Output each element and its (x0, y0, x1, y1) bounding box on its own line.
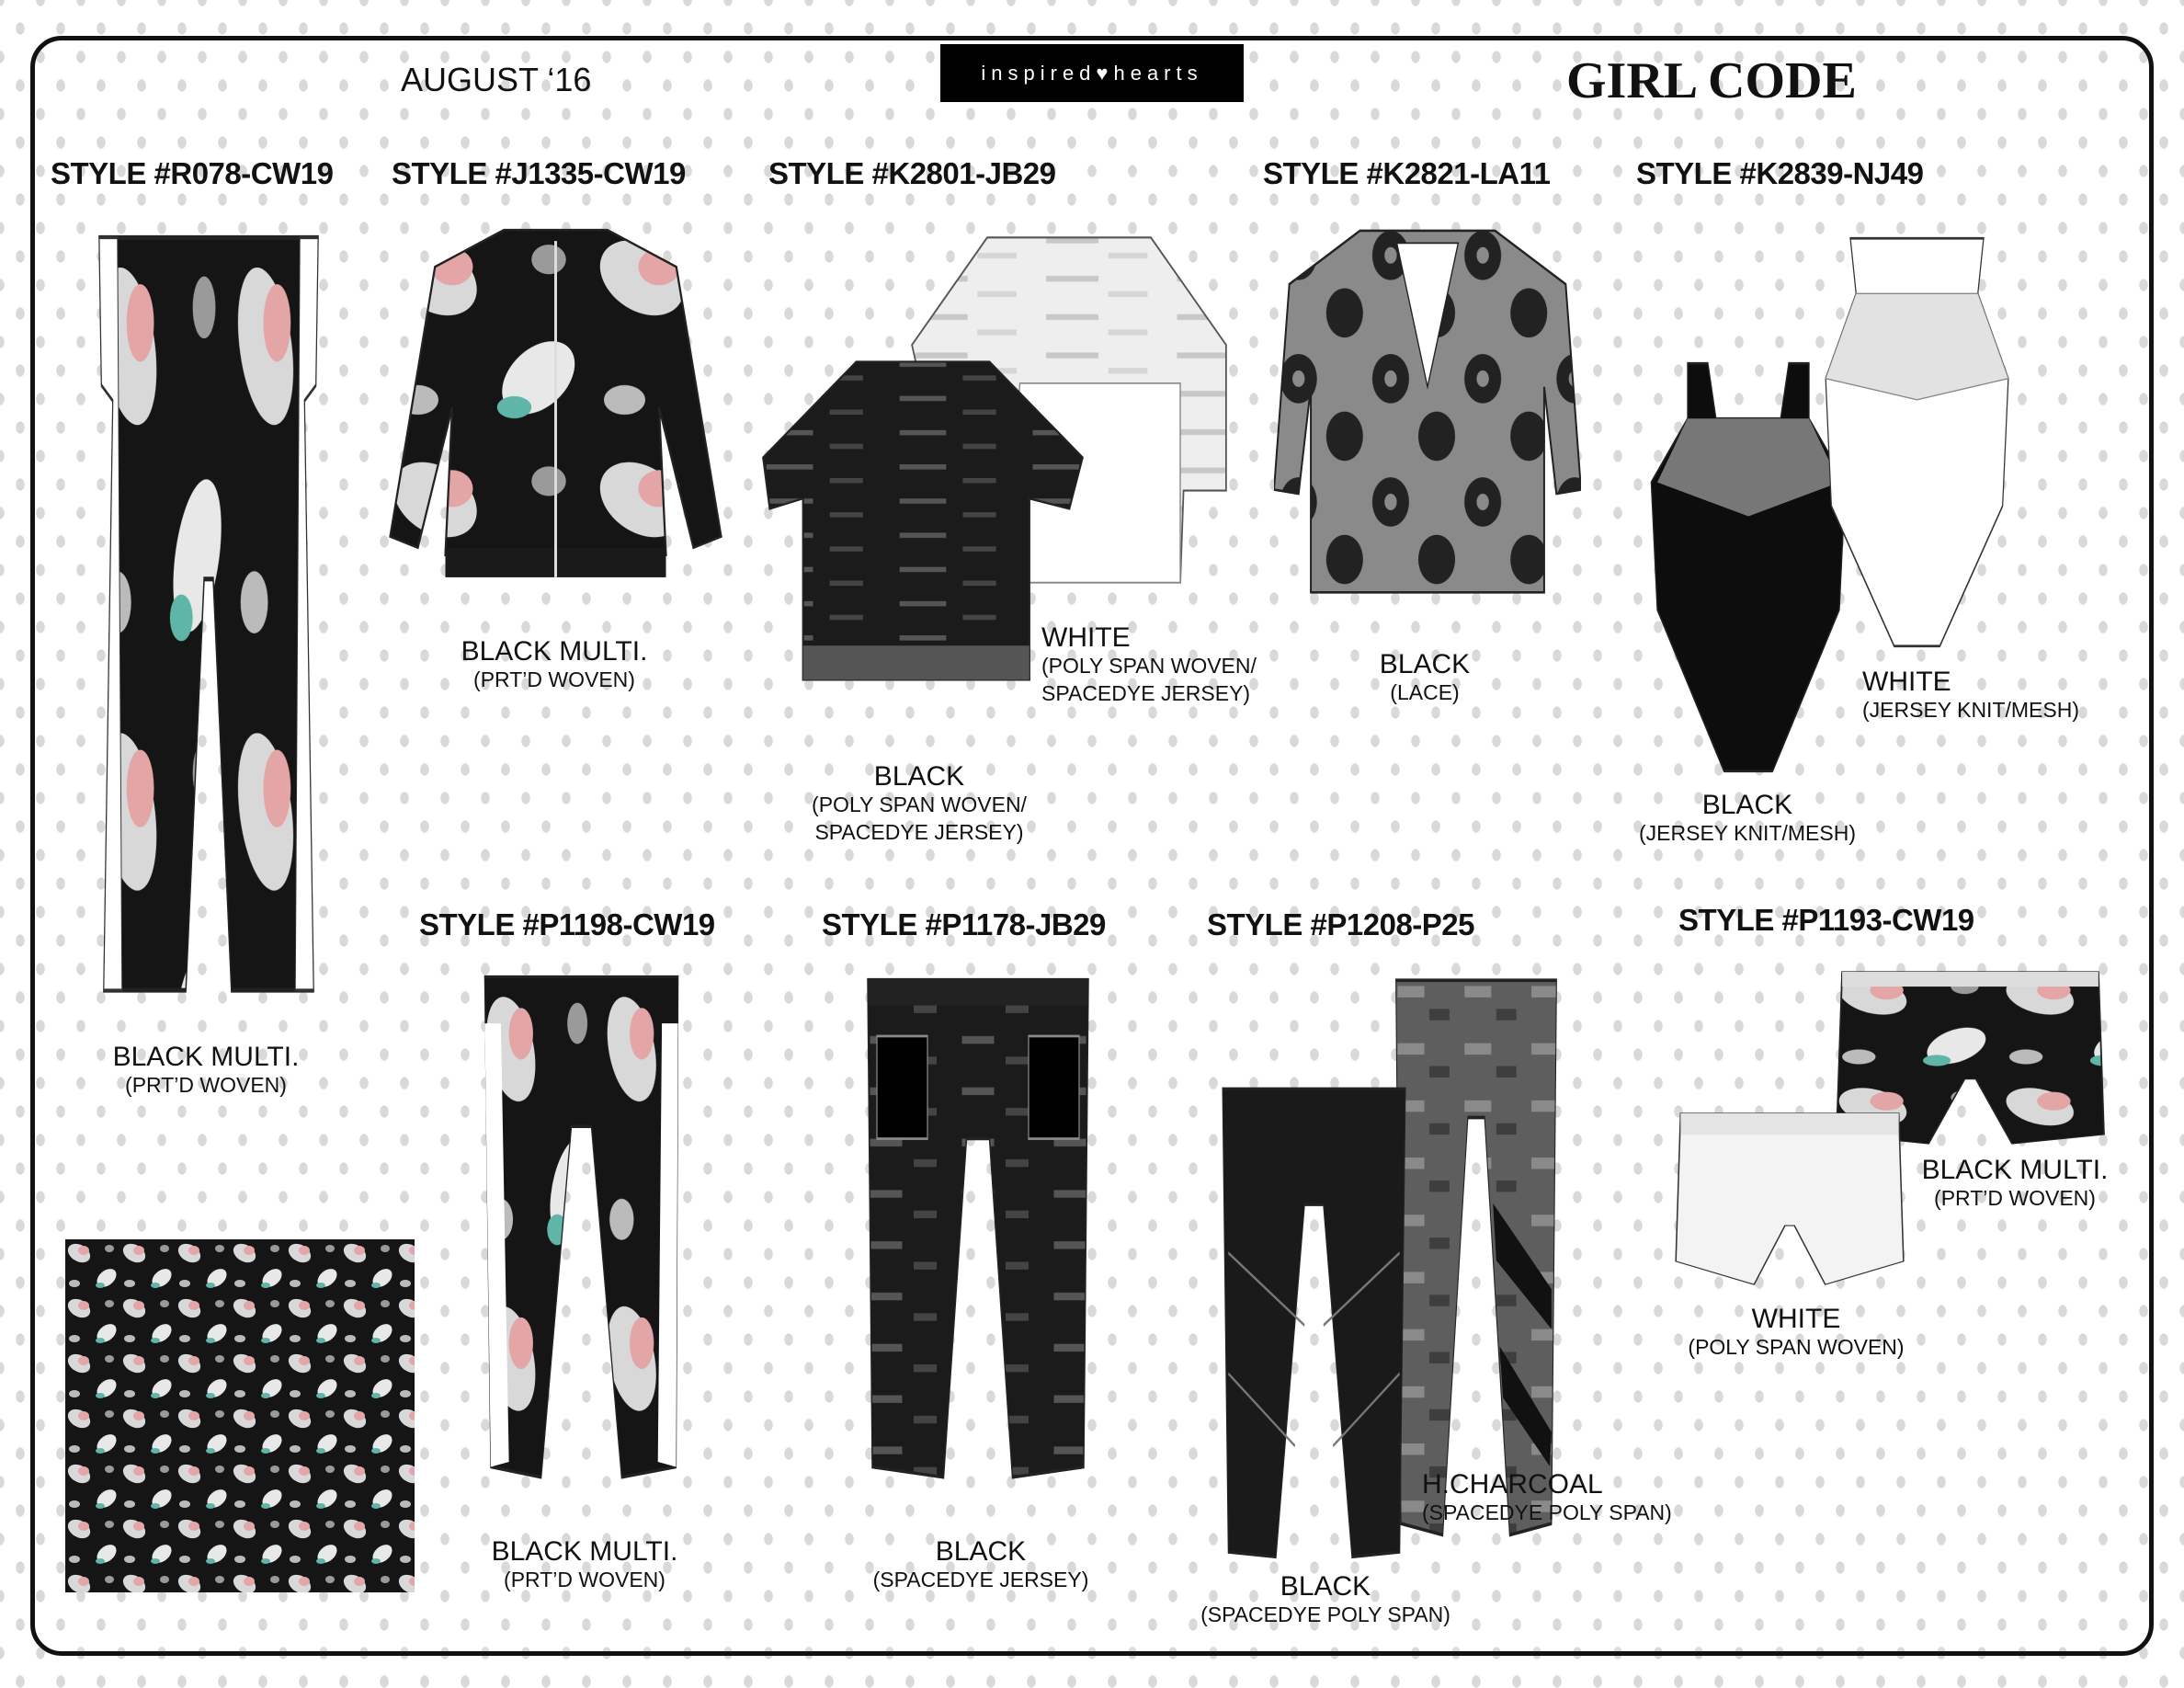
style-number: STYLE #K2801-JB29 (768, 156, 1056, 190)
black-bodysuit-sketch (1647, 355, 1849, 780)
white-shorts-sketch (1671, 1110, 1908, 1288)
lace-top-sketch (1274, 222, 1581, 633)
style-number: STYLE #P1193-CW19 (1678, 903, 1974, 937)
black-top-sketch (756, 355, 1089, 697)
season-date: AUGUST ‘16 (401, 61, 592, 98)
color-label: BLACK MULTI. (PRT’D WOVEN) (1921, 1155, 2109, 1210)
color-label: BLACK (LACE) (1379, 649, 1471, 704)
brand-logo (940, 44, 1244, 102)
jumpsuit-sketch (95, 230, 323, 1006)
color-label: WHITE (JERSEY KNIT/MESH) (1862, 667, 2079, 722)
color-label: BLACK MULTI. (PRT’D WOVEN) (461, 636, 648, 691)
color-label: BLACK (JERSEY KNIT/MESH) (1639, 790, 1856, 845)
style-number: STYLE #P1198-CW19 (419, 907, 715, 941)
color-label: BLACK MULTI. (PRT’D WOVEN) (491, 1536, 678, 1591)
bomber-jacket-sketch (383, 222, 728, 592)
style-number: STYLE #P1178-JB29 (822, 907, 1106, 941)
style-number: STYLE #P1208-P25 (1207, 907, 1474, 941)
floral-jogger-sketch (481, 972, 682, 1488)
charcoal-legging-sketch (1393, 975, 1560, 1546)
collection-title: GIRL CODE (1566, 52, 1857, 109)
style-number: STYLE #K2821-LA11 (1263, 156, 1551, 190)
white-bodysuit-sketch (1822, 230, 2012, 655)
color-label: BLACK MULTI. (PRT’D WOVEN) (112, 1042, 300, 1097)
style-number: STYLE #R078-CW19 (51, 156, 334, 190)
color-label: BLACK (SPACEDYE POLY SPAN) (1200, 1571, 1450, 1626)
style-number: STYLE #J1335-CW19 (392, 156, 686, 190)
color-label: WHITE (POLY SPAN WOVEN/ SPACEDYE JERSEY) (1041, 622, 1257, 705)
color-label: BLACK (SPACEDYE JERSEY) (872, 1536, 1089, 1591)
color-label: BLACK (POLY SPAN WOVEN/ SPACEDYE JERSEY) (812, 761, 1027, 844)
style-number: STYLE #K2839-NJ49 (1636, 156, 1924, 190)
black-legging-sketch (1219, 1084, 1409, 1567)
color-label: H.CHARCOAL (SPACEDYE POLY SPAN) (1422, 1469, 1672, 1524)
black-jogger-sketch (863, 975, 1093, 1488)
floral-print-swatch (65, 1239, 415, 1592)
brand-logo-text: inspired♥hearts (981, 61, 1203, 85)
color-label: WHITE (POLY SPAN WOVEN) (1688, 1304, 1905, 1359)
